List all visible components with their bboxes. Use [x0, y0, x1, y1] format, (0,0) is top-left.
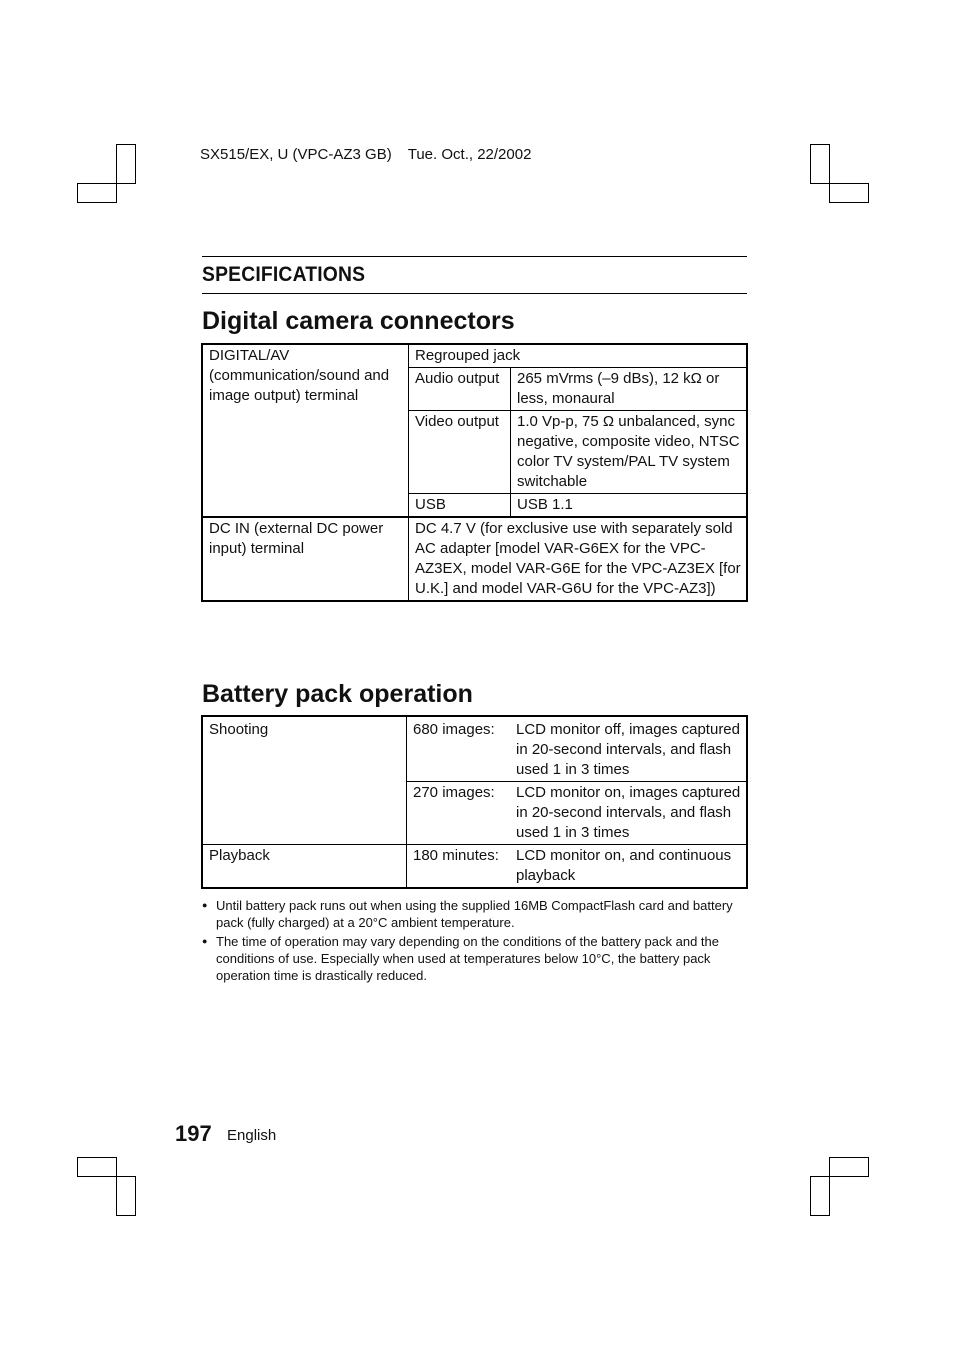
crop-mark: [829, 183, 869, 203]
note-text: Until battery pack runs out when using the supplied 16MB CompactFlash card and battery pack (fully charged) at a 20°C ambient temperature.: [216, 898, 733, 930]
dcin-value: DC 4.7 V (for exclusive use with separately sold AC adapter [model VAR-G6EX for the VPC-AZ3EX, model VAR-G6E for the VPC-AZ3EX [for U.K.] and model VAR-G6U for the VPC-AZ3]): [409, 517, 747, 601]
shooting-label: Shooting: [203, 717, 407, 845]
connectors-table: [202, 344, 747, 601]
video-output-value: 1.0 Vp-p, 75 Ω unbalanced, sync negative, composite video, NTSC color TV system/PAL TV system switchable: [511, 411, 747, 494]
crop-mark: [829, 1157, 869, 1177]
table-row: [203, 845, 747, 888]
header-model: SX515/EX, U (VPC-AZ3 GB): [200, 146, 392, 163]
battery-heading: Battery pack operation: [202, 680, 473, 708]
page-language: English: [227, 1127, 277, 1144]
shooting-amount-2: 270 images:: [413, 784, 495, 801]
shooting-amount-1: 680 images:: [413, 721, 495, 738]
section-title: SPECIFICATIONS: [202, 263, 366, 286]
crop-mark: [77, 183, 117, 203]
battery-table: [202, 716, 747, 888]
note-text: The time of operation may vary depending on the conditions of the battery pack and the conditions of use. Especially when used at temperatures below 10°C, the battery pack operation time is drastically reduced.: [216, 934, 719, 983]
table-row: [203, 717, 747, 782]
table-row: [203, 345, 747, 368]
audio-output-value: 265 mVrms (–9 dBs), 12 kΩ or less, monaural: [511, 368, 747, 411]
section-bar: [202, 256, 747, 294]
crop-mark: [77, 1157, 117, 1177]
shooting-desc-2: LCD monitor on, images captured in 20-second intervals, and flash used 1 in 3 times: [516, 784, 741, 841]
video-output-label: Video output: [409, 411, 511, 494]
usb-label: USB: [409, 494, 511, 518]
dcin-label: DC IN (external DC power input) terminal: [203, 517, 409, 601]
header-date: Tue. Oct., 22/2002: [407, 146, 532, 163]
shooting-desc-1: LCD monitor off, images captured in 20-second intervals, and flash used 1 in 3 times: [516, 721, 740, 778]
list-item: [202, 933, 747, 984]
list-item: [202, 897, 747, 931]
notes-list: [202, 897, 747, 986]
crop-mark: [116, 144, 136, 184]
playback-desc: LCD monitor on, and continuous playback: [516, 847, 732, 884]
table-row: [203, 517, 747, 601]
audio-output-label: Audio output: [409, 368, 511, 411]
digital-av-label: DIGITAL/AV (communication/sound and image output) terminal: [203, 345, 409, 518]
crop-mark: [810, 144, 830, 184]
playback-label: Playback: [203, 845, 407, 888]
bullet-icon: ●: [202, 936, 208, 946]
usb-value: USB 1.1: [511, 494, 747, 518]
regrouped-jack: Regrouped jack: [409, 345, 747, 368]
connectors-heading: Digital camera connectors: [202, 307, 515, 335]
playback-amount: 180 minutes:: [413, 847, 499, 864]
crop-mark: [116, 1176, 136, 1216]
page-number: 197: [175, 1121, 212, 1146]
bullet-icon: ●: [202, 900, 208, 910]
crop-mark: [810, 1176, 830, 1216]
print-header: [200, 146, 531, 163]
